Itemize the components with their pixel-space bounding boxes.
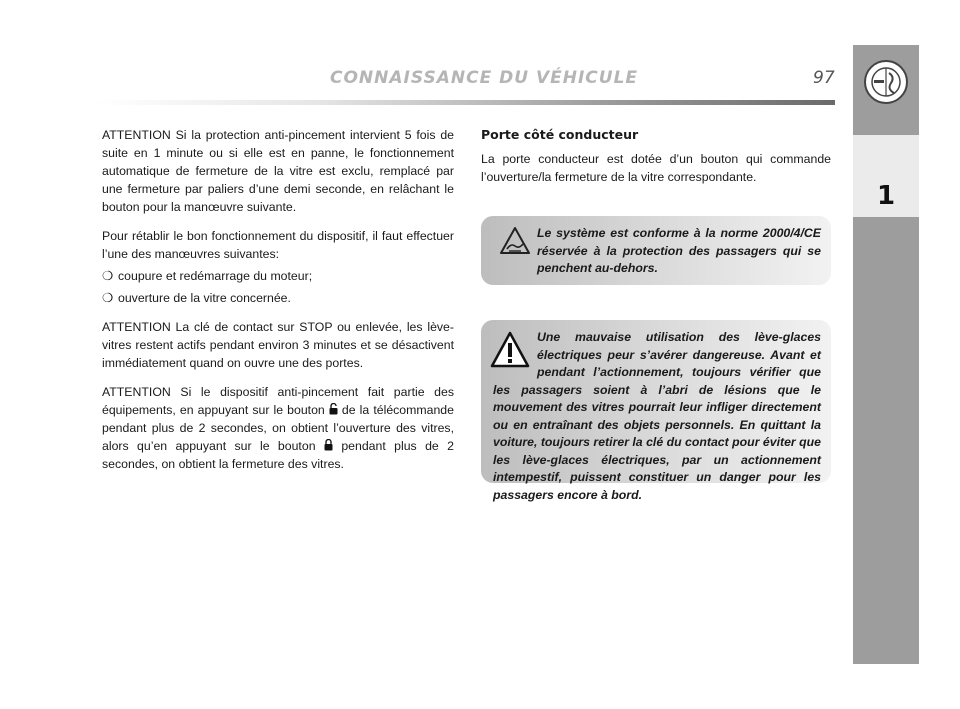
page-header-title: CONNAISSANCE DU VÉHICULE: [330, 68, 639, 88]
padlock-closed-icon: [324, 439, 333, 451]
list-item: [102, 289, 454, 307]
paragraph-anti-pinch-fault: ATTENTION Si la protection anti-pincement intervient 5 fois de suite en 1 minute ou si elle est en panne, le fonctionnement automatique de fermeture de la vitre est exclu, remplacé par une fermeture par paliers d’une demi seconde, en relâchant le bouton pour la manœuvre suivante.: [102, 128, 454, 214]
remote-text-a: ATTENTION Si le dispositif anti-pincement fait partie des équipements, en appuyant sur le bouton: [102, 385, 454, 417]
warning-note-text: Une mauvaise utilisation des lève-glaces électriques peur s’avérer dangereuse. Avant et pendant l’actionnement, toujours vérifier que les passagers soient à l’abri de lésions que le mouvement des vitres pourrait leur infliger directement ou en entraînant des objets personnels. En quittant la voiture, toujours retirer la clé du contact pour éviter que les lève-glaces électriques, par un actionnement intempestif, puissent constituer un danger pour les passagers encore à bord.: [493, 330, 821, 502]
chapter-sidebar: [853, 45, 919, 664]
paragraph-key-stop: ATTENTION La clé de contact sur STOP ou enlevée, les lève-vitres restent actifs pendant environ 3 minutes et se désactivent immédiatement quand on ouvre une des portes.: [102, 320, 454, 370]
alfa-romeo-logo-icon: [863, 59, 909, 105]
environment-note-text: Le système est conforme à la norme 2000/4/CE réservée à la protection des passagers qui se penchent au-dehors.: [537, 226, 821, 275]
bullet-icon: ❍: [102, 269, 114, 283]
section-title: Porte côté conducteur: [481, 127, 639, 142]
chapter-tab[interactable]: [853, 135, 919, 217]
paragraph-remote-control: [102, 383, 454, 473]
list-item: [102, 267, 454, 285]
padlock-open-icon: [329, 403, 338, 415]
header-divider: [95, 100, 835, 105]
left-column: [102, 126, 454, 484]
page-number: 97: [813, 68, 835, 88]
chapter-number: 1: [876, 181, 896, 211]
warning-triangle-icon: [489, 330, 531, 370]
warning-note-box: [481, 320, 831, 502]
list-item-text: coupure et redémarrage du moteur;: [118, 269, 313, 283]
remote-text-b: de la télécommande pendant plus de 2 secondes, on obtient l’ouverture des vitres, alors qu’en appuyant sur le bouton: [102, 403, 454, 453]
paragraph-restore-intro: Pour rétablir le bon fonctionnement du dispositif, il faut effectuer l’une des manœuvres suivantes:: [102, 229, 454, 261]
environment-icon: [499, 226, 531, 256]
list-item-text: ouverture de la vitre concernée.: [118, 291, 291, 305]
remote-text-c: pendant plus de 2 secondes, on obtient la fermeture des vitres.: [102, 439, 454, 471]
bullet-icon: ❍: [102, 291, 114, 305]
section-intro: La porte conducteur est dotée d’un bouton qui commande l’ouverture/la fermeture de la vitre correspondante.: [481, 152, 831, 184]
right-column: [481, 126, 831, 186]
environment-note-box: [481, 216, 831, 285]
